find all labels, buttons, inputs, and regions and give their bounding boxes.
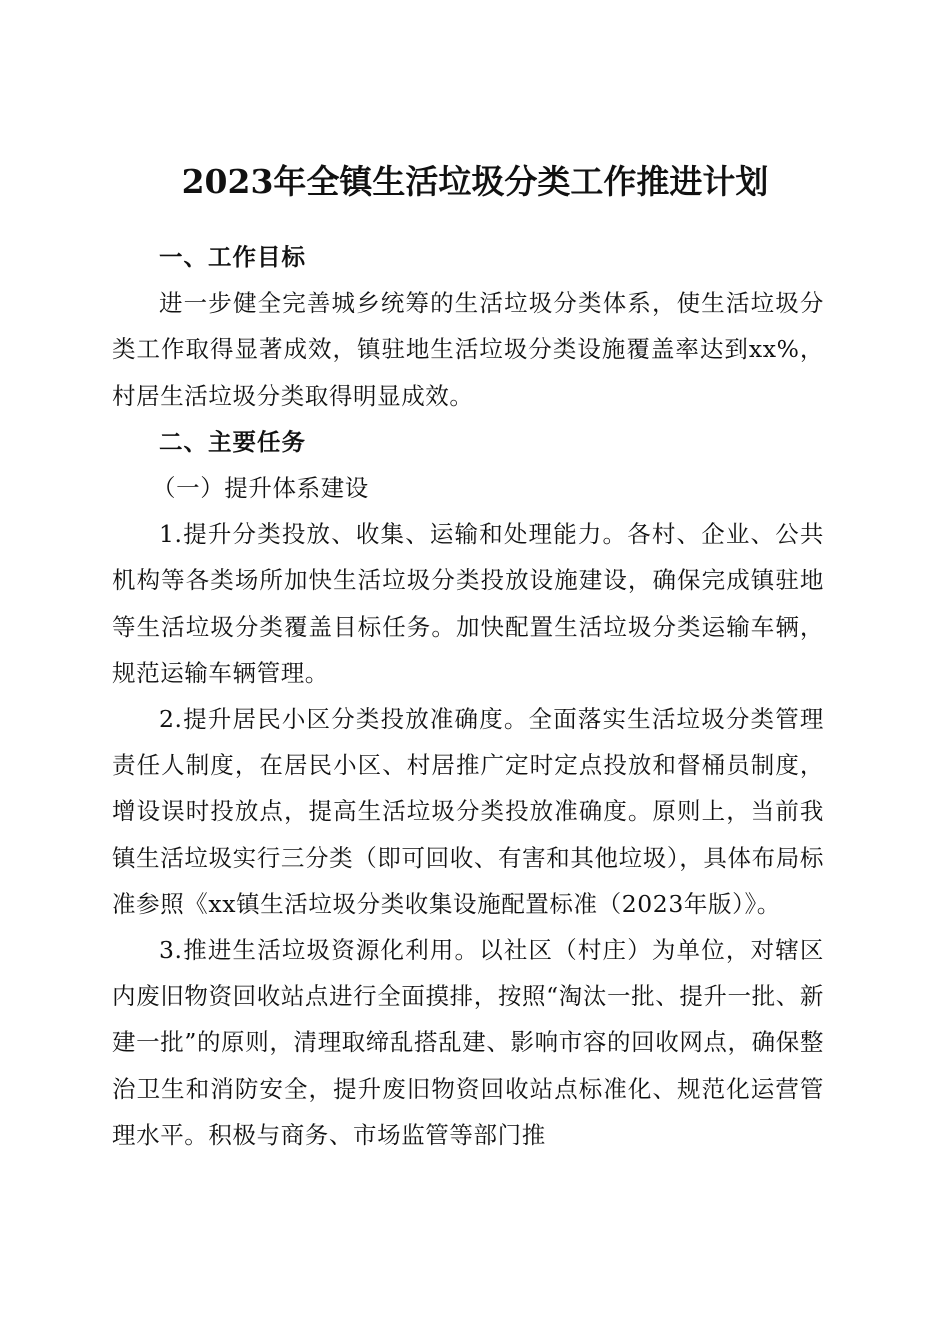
paragraph-goals: 进一步健全完善城乡统筹的生活垃圾分类体系，使生活垃圾分类工作取得显著成效，镇驻地生活垃圾分类设施覆盖率达到xx%，村居生活垃圾分类取得明显成效。	[112, 289, 824, 410]
section-heading-goals: 一、工作目标	[159, 243, 306, 271]
document-title: 2023年全镇生活垃圾分类工作推进计划	[181, 162, 769, 202]
document-body	[112, 234, 824, 1158]
section-heading-tasks: 二、主要任务	[159, 427, 306, 456]
paragraph-task-1: 1.提升分类投放、收集、运输和处理能力。各村、企业、公共机构等各类场所加快生活垃圾分类投放设施建设，确保完成镇驻地等生活垃圾分类覆盖目标任务。加快配置生活垃圾分类运输车辆，规范运输车辆管理。	[112, 520, 824, 687]
paragraph-task-2: 2.提升居民小区分类投放准确度。全面落实生活垃圾分类管理责任人制度，在居民小区、村居推广定时定点投放和督桶员制度，增设误时投放点，提高生活垃圾分类投放准确度。原则上，当前我镇生活垃圾实行三分类（即可回收、有害和其他垃圾），具体布局标准参照《xx镇生活垃圾分类收集设施配置标准（2023年版）》。	[112, 705, 824, 918]
subsection-heading-system: （一）提升体系建设	[152, 474, 369, 503]
paragraph-task-3: 3.推进生活垃圾资源化利用。以社区（村庄）为单位，对辖区内废旧物资回收站点进行全面摸排，按照“淘汰一批、提升一批、新建一批”的原则，清理取缔乱搭乱建、影响市容的回收网点，确保整治卫生和消防安全，提升废旧物资回收站点标准化、规范化运营管理水平。积极与商务、市场监管等部门推	[112, 936, 824, 1149]
